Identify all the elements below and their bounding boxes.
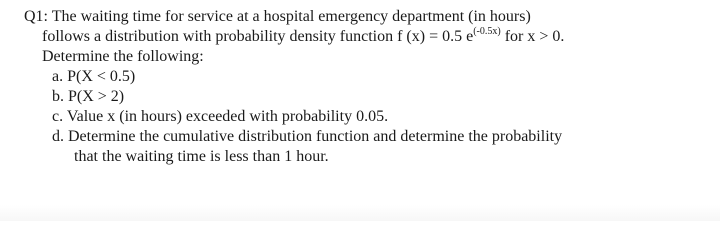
list-item-d: d. Determine the cumulative distribution function and determine the probability (52, 128, 563, 145)
list-item-c: c. Value x (in hours) exceeded with probability 0.05. (52, 108, 389, 125)
list-item-d-continuation: that the waiting time is less than 1 hour. (74, 148, 329, 165)
question-title-line: Q1: The waiting time for service at a hospital emergency department (in hours) (24, 8, 531, 25)
pdf-definition-line (42, 27, 564, 47)
pdf-domain-text: for x > 0. (500, 28, 565, 45)
list-item-a: a. P(X < 0.5) (52, 68, 136, 85)
pdf-exponent: (-0.5x) (473, 26, 501, 37)
pdf-definition-text: follows a distribution with probability density function f (x) = 0.5 e (42, 28, 474, 45)
instruction-line: Determine the following: (42, 48, 204, 65)
list-item-b: b. P(X > 2) (52, 88, 125, 105)
bottom-edge-shade (0, 205, 720, 221)
